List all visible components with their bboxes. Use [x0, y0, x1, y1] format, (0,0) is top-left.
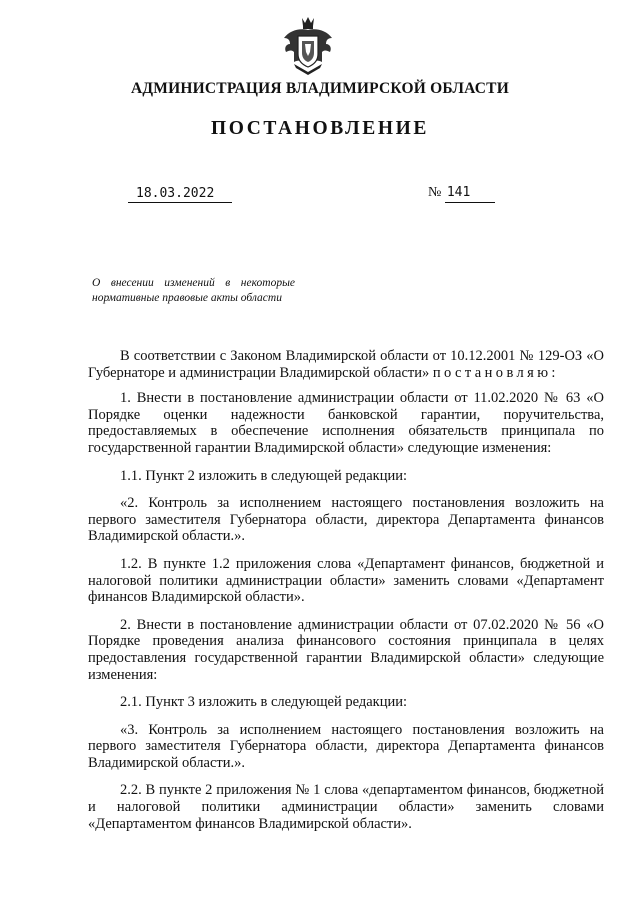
intro-paragraph [88, 348, 604, 381]
paragraph-2-2: 2.2. В пункте 2 приложения № 1 слова «департаментом финансов, бюджетной и налоговой политики администрации области» заменить словами «Департаментом финансов Владимирской области». [88, 782, 604, 832]
number-sign: № [428, 185, 442, 200]
document-number [428, 184, 495, 203]
organization-name: АДМИНИСТРАЦИЯ ВЛАДИМИРСКОЙ ОБЛАСТИ [131, 80, 509, 97]
paragraph-1: 1. Внести в постановление администрации области от 11.02.2020 № 63 «О Порядке оценки надежности банковской гарантии, поручительства, предоставляемых в обеспечение исполнения обязательств принципала по государственной гарантии Владимирской области» следующие изменения: [88, 390, 604, 456]
paragraph-1-2: 1.2. В пункте 1.2 приложения слова «Департамент финансов, бюджетной и налоговой политики администрации области» заменить словами «Департамент финансов Владимирской области». [88, 555, 604, 606]
document-subject: О внесении изменений в некоторые нормативные правовые акты области [92, 277, 295, 304]
paragraph-2-1: 2.1. Пункт 3 изложить в следующей редакции: [120, 694, 408, 711]
decree-word: постановляю: [432, 364, 559, 381]
paragraph-2-1-quote: «3. Контроль за исполнением настоящего постановления возложить на первого заместителя Губернатора области, директора Департамента финансов Владимирской области.». [88, 721, 604, 771]
document-body [88, 348, 604, 843]
paragraph-1-1: 1.1. Пункт 2 изложить в следующей редакции: [120, 467, 408, 484]
coat-of-arms-emblem-icon [280, 14, 336, 76]
document-type: ПОСТАНОВЛЕНИЕ [210, 118, 430, 139]
number-value: 141 [445, 184, 495, 203]
document-date: 18.03.2022 [128, 185, 232, 203]
paragraph-2: 2. Внести в постановление администрации области от 07.02.2020 № 56 «О Порядке проведения анализа финансового состояния принципала в целях предоставления государственной гарантии Владимирской области» следующие изменения: [88, 616, 604, 683]
paragraph-1-1-quote: «2. Контроль за исполнением настоящего постановления возложить на первого заместителя Губернатора области, директора Департамента финансов Владимирской области.». [88, 495, 604, 545]
intro-text: В соответствии с Законом Владимирской области от 10.12.2001 № 129-ОЗ «О Губернаторе и администрации Владимирской области» [88, 348, 604, 381]
